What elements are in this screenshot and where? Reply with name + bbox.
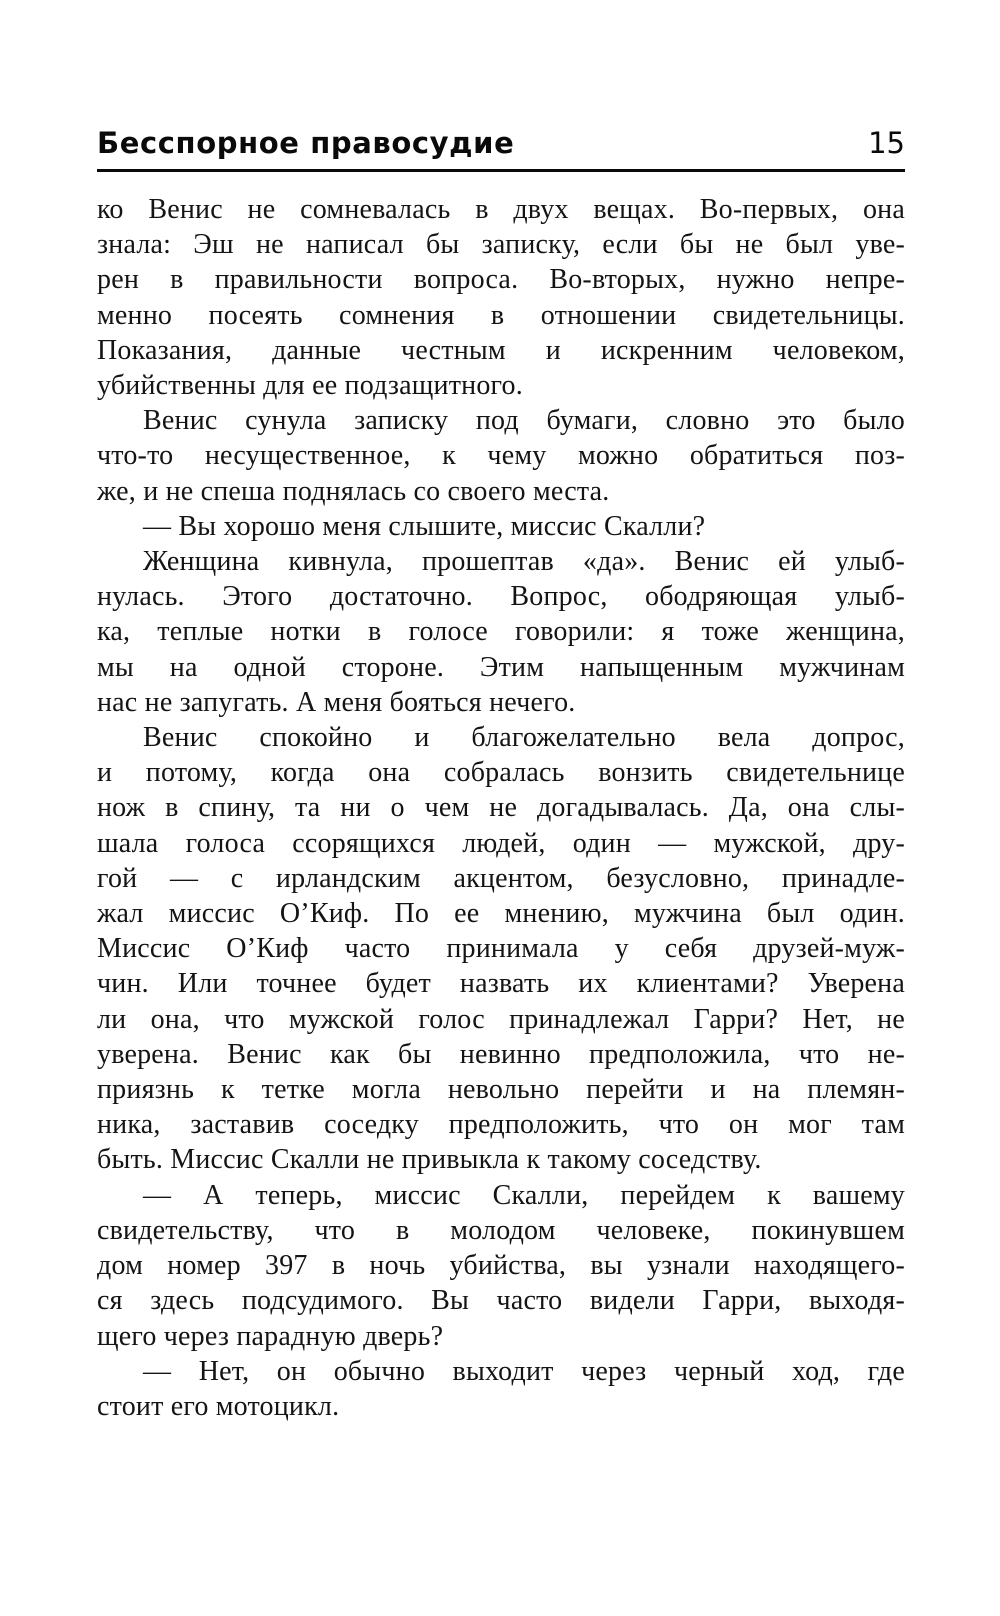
text-line: мы на одной стороне. Этим напыщенным мужчинам xyxy=(97,651,905,683)
text-line: что-то несущественное, к чему можно обратиться поз- xyxy=(97,440,905,472)
running-title: Бесспорное правосудие xyxy=(97,126,515,160)
paragraph xyxy=(97,720,905,1178)
text-line: Венис сунула записку под бумаги, словно это было xyxy=(143,405,905,437)
text-line: жал миссис О’Киф. По ее мнению, мужчина был один. xyxy=(97,898,905,930)
text-line: быть. Миссис Скалли не привыкла к такому соседству. xyxy=(97,1144,762,1176)
text-line: — Вы хорошо меня слышите, миссис Скалли? xyxy=(143,510,706,542)
text-line: шала голоса ссорящихся людей, один — мужской, дру- xyxy=(97,827,905,859)
text-line: знала: Эш не написал бы записку, если бы не был уве- xyxy=(97,229,905,261)
text-line: менно посеять сомнения в отношении свидетельницы. xyxy=(97,299,905,331)
text-line: нож в спину, та ни о чем не догадывалась. Да, она слы- xyxy=(97,792,905,824)
text-line: уверена. Венис как бы невинно предположила, что не- xyxy=(97,1038,905,1070)
text-line: Миссис О’Киф часто принимала у себя друзей-муж- xyxy=(97,933,905,965)
text-line: нас не запугать. А меня бояться нечего. xyxy=(97,686,576,718)
text-line: ника, заставив соседку предположить, что он мог там xyxy=(97,1109,905,1141)
paragraph xyxy=(97,192,905,403)
text-line: убийственны для ее подзащитного. xyxy=(97,370,523,402)
text-line: Показания, данные честным и искренним человеком, xyxy=(97,334,905,366)
paragraph xyxy=(97,1354,905,1424)
text-line: стоит его мотоцикл. xyxy=(97,1390,340,1422)
paragraph xyxy=(97,403,905,509)
paragraph xyxy=(97,544,905,720)
text-line: — А теперь, миссис Скалли, перейдем к вашему xyxy=(143,1179,905,1211)
text-line: и потому, когда она собралась вонзить свидетельнице xyxy=(97,757,905,789)
text-line: приязнь к тетке могла невольно перейти и на племян- xyxy=(97,1074,905,1106)
text-line: рен в правильности вопроса. Во-вторых, нужно непре- xyxy=(97,264,905,296)
text-line: гой — с ирландским акцентом, безусловно, принадле- xyxy=(97,862,905,894)
text-line: Венис спокойно и благожелательно вела допрос, xyxy=(143,722,905,754)
text-line: дом номер 397 в ночь убийства, вы узнали находящего- xyxy=(97,1250,905,1282)
text-line: же, и не спеша поднялась со своего места. xyxy=(97,475,610,507)
text-line: ка, теплые нотки в голосе говорили: я тоже женщина, xyxy=(97,616,905,648)
text-line: чин. Или точнее будет назвать их клиентами? Уверена xyxy=(97,968,905,1000)
text-line: ся здесь подсудимого. Вы часто видели Гарри, выходя- xyxy=(97,1285,905,1317)
text-line: — Нет, он обычно выходит через черный ход, где xyxy=(143,1355,905,1387)
text-line: свидетельству, что в молодом человеке, покинувшем xyxy=(97,1214,905,1246)
body-text xyxy=(97,192,905,1424)
text-line: нулась. Этого достаточно. Вопрос, ободряющая улыб- xyxy=(97,581,905,613)
text-line: ли она, что мужской голос принадлежал Гарри? Нет, не xyxy=(97,1003,905,1035)
page-number: 15 xyxy=(868,126,905,160)
paragraph xyxy=(97,1178,905,1354)
header-rule xyxy=(97,169,905,172)
text-line: Женщина кивнула, прошептав «да». Венис ей улыб- xyxy=(143,546,905,578)
paragraph xyxy=(97,509,905,544)
text-line: щего через парадную дверь? xyxy=(97,1320,444,1352)
text-line: ко Венис не сомневалась в двух вещах. Во-первых, она xyxy=(97,194,905,225)
page-header xyxy=(97,126,905,160)
